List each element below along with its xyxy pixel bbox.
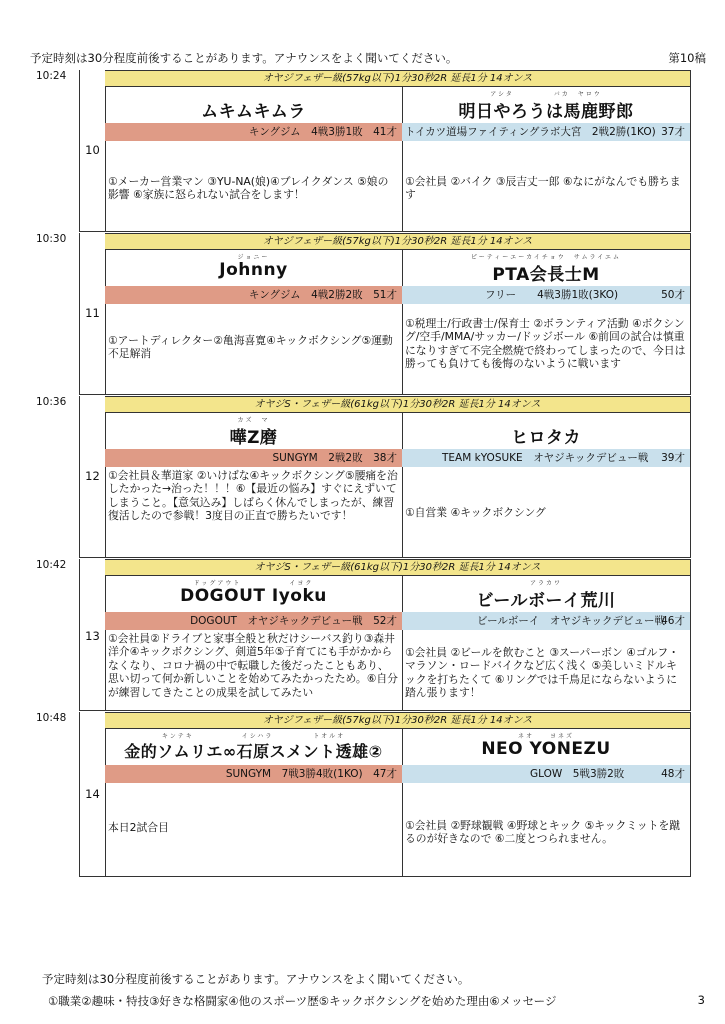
fighter-affiliation <box>105 612 402 630</box>
fighter-right <box>402 250 690 394</box>
fighter-age: 37才 <box>661 126 685 138</box>
bout-number-cell <box>80 233 106 394</box>
fighter-age: 41才 <box>373 126 397 138</box>
gym-name: ビールボーイ <box>477 615 540 627</box>
fighter-profile: ①会社員 ②バイク ③辰吉丈一郎 ⑥なにがなんでも勝ちます <box>405 175 681 202</box>
fight-record: 2戦2敗 <box>328 452 363 464</box>
fight-record: オヤジキックデビュー戦 <box>549 615 666 627</box>
bout-number-cell <box>80 396 106 557</box>
fighter-right <box>402 87 690 231</box>
bout-time: 10:48 <box>36 712 67 724</box>
weight-class: オヤジフェザー級(57kg以下)1分30秒2R 延長1分 14オンス <box>105 712 690 729</box>
gym-name: GLOW <box>530 768 563 780</box>
bout-number: 13 <box>85 629 100 643</box>
fighter-affiliation <box>105 765 402 783</box>
fighter-name: Johnny <box>219 260 288 280</box>
fight-record: オヤジキックデビュー戦 <box>533 452 649 464</box>
fighter-profile: ①メーカー営業マン ③YU-NA(娘)④ブレイクダンス ⑤娘の影響 ⑥家族に怒られない試合をします！ <box>108 175 389 202</box>
profile-legend: ①職業②趣味・特技③好きな格闘家④他のスポーツ歴⑤キックボクシングを始めた理由⑥メッセージ <box>48 994 557 1008</box>
fighter-age: 50才 <box>661 289 685 301</box>
fight-record: 7戦3勝4敗(1KO) <box>281 768 363 780</box>
gym-name: SUNGYM <box>225 768 272 780</box>
fighter-name: 明日やろうは馬鹿野郎 <box>458 102 634 122</box>
fighter-name: DOGOUT Iyoku <box>180 586 327 606</box>
fighter-name: ヒロタカ <box>511 428 581 448</box>
bout-card <box>79 396 691 558</box>
footer-note: 予定時刻は30分程度前後することがあります。アナウンスをよく聞いてください。 <box>42 972 470 986</box>
bout-time: 10:36 <box>36 396 67 408</box>
fight-record: オヤジキックデビュー戦 <box>247 615 363 627</box>
weight-class: オヤジフェザー級(57kg以下)1分30秒2R 延長1分 14オンス <box>105 70 690 87</box>
fight-record: 2戦2勝(1KO) <box>591 126 656 138</box>
fighter-profile: ①会社員 ②野球観戦 ④野球とキック ⑤キックミットを蹴るのが好きなので ⑥二度とつられません。 <box>405 819 681 846</box>
fight-record: 5戦3勝2敗 <box>572 768 625 780</box>
weight-class: オヤジS・フェザー級(61kg以下)1分30秒2R 延長1分 14オンス <box>105 396 690 413</box>
fighter-left <box>105 87 403 231</box>
fighter-age: 38才 <box>373 452 397 464</box>
fight-record: 4戦2勝2敗 <box>311 289 363 301</box>
bout-card <box>79 70 691 232</box>
fighter-left <box>105 250 403 394</box>
fighter-profile: ①会社員＆華道家 ②いけばな④キックボクシング⑤腰痛を治したかった→治った！！！⑥【最近の悩み】すぐにえずいてしまうこと。【意気込み】しばらく休んでしまったが、練習復活したので参戦！3度目の正直で勝ちたいです！ <box>108 469 398 523</box>
fighter-profile: ①税理士/行政書士/保育士 ②ボランティア活動 ④ボクシング/空手/MMA/サッカー/ドッジボール ⑥前回の試合は慎重になりすぎて不完全燃焼で終わってしまったので、今日は勝っても負けても後悔のないように戦います <box>405 317 686 371</box>
fighter-ruby: ネオ ヨネズ <box>517 733 574 740</box>
bout-number-cell <box>80 559 106 710</box>
fighter-ruby: カズ マ <box>237 417 270 424</box>
fighter-age: 47才 <box>373 768 397 780</box>
gym-name: TEAM kYOSUKE <box>442 452 523 464</box>
bout-card <box>79 712 691 877</box>
fighter-affiliation <box>402 123 690 141</box>
fighter-ruby: ジョニー <box>237 254 270 261</box>
gym-name: キングジム <box>248 289 301 301</box>
fighter-left <box>105 413 403 557</box>
bout-time: 10:30 <box>36 233 67 245</box>
fighter-left <box>105 576 403 710</box>
fighter-age: 46才 <box>661 615 685 627</box>
fighter-affiliation <box>402 612 690 630</box>
gym-name: DOGOUT <box>190 615 237 627</box>
fighter-right <box>402 413 690 557</box>
gym-name: トイカツ道場ファイティングラボ大宮 <box>405 126 582 138</box>
bout-number: 10 <box>85 143 100 157</box>
bout-card <box>79 559 691 711</box>
draft-version: 第10稿 <box>668 51 706 65</box>
fighter-name: PTA会長士M <box>492 265 600 285</box>
fighter-left <box>105 729 403 876</box>
fighter-age: 52才 <box>373 615 397 627</box>
page-number: 3 <box>697 993 705 1007</box>
fighter-affiliation <box>402 286 690 304</box>
bout-number-cell <box>80 712 106 876</box>
bout-number: 14 <box>85 787 100 801</box>
fight-record: 4戦3勝1敗(3KO) <box>537 289 619 301</box>
fighter-age: 48才 <box>661 768 685 780</box>
fighter-ruby: アラカワ <box>529 580 562 587</box>
fighter-name: 嘩Z磨 <box>229 428 278 448</box>
fighter-name: NEO YONEZU <box>481 739 611 759</box>
fighter-name: ビールボーイ荒川 <box>476 591 616 611</box>
fighter-right <box>402 576 690 710</box>
bout-number: 12 <box>85 469 100 483</box>
fighter-right <box>402 729 690 876</box>
fighter-ruby: ドッグアウト イヨク <box>193 580 314 587</box>
fighter-profile: ①自営業 ④キックボクシング <box>405 506 546 519</box>
fighter-affiliation <box>402 765 690 783</box>
fighter-profile: ①会社員②ドライブと家事全般と秋だけシーバス釣り③森井洋介④キックボクシング、剣道5年⑤子育てにも手がかからなくなり、コロナ禍の中で転職した後だったこともあり、思い切って何か新しいことを始めてみたかったため。⑥自分が練習してきたことの成果を試してみたい <box>108 632 398 699</box>
bout-number: 11 <box>85 306 100 320</box>
gym-name: フリー <box>485 289 517 301</box>
fighter-profile: 本日2試合目 <box>108 821 169 834</box>
fighter-profile: ①アートディレクター②亀海喜寛④キックボクシング⑤運動不足解消 <box>108 334 393 361</box>
fighter-age: 51才 <box>373 289 397 301</box>
fighter-ruby: アシタ バカ ヤロウ <box>490 91 602 98</box>
fighter-name: 金的ソムリエ∞石原スメント透雄② <box>124 742 383 761</box>
bout-time: 10:24 <box>36 70 67 82</box>
bout-number-cell <box>80 70 106 231</box>
bout-time: 10:42 <box>36 559 67 571</box>
gym-name: キングジム <box>248 126 301 138</box>
fight-record: 4戦3勝1敗 <box>311 126 363 138</box>
fighter-profile: ①会社員 ②ビールを飲むこと ③スーパーボン ④ゴルフ・マラソン・ロードバイクなど広く浅く ⑤美しいミドルキックを打ちたくて ⑥リングでは千鳥足にならないように踏ん張ります！ <box>405 646 680 700</box>
fighter-affiliation <box>105 286 402 304</box>
fighter-ruby: キンテキ イシハラ トオルオ <box>161 733 346 740</box>
fighter-affiliation <box>105 123 402 141</box>
weight-class: オヤジS・フェザー級(61kg以下)1分30秒2R 延長1分 14オンス <box>105 559 690 576</box>
fighter-ruby: ピーティーエーカイチョウ サムライエム <box>470 254 622 261</box>
bout-card <box>79 233 691 395</box>
fighter-age: 39才 <box>661 452 685 464</box>
weight-class: オヤジフェザー級(57kg以下)1分30秒2R 延長1分 14オンス <box>105 233 690 250</box>
gym-name: SUNGYM <box>272 452 318 464</box>
schedule-note: 予定時刻は30分程度前後することがあります。アナウンスをよく聞いてください。 <box>30 51 458 65</box>
fighter-affiliation <box>402 449 690 467</box>
fighter-name: ムキムキムラ <box>201 102 306 122</box>
fighter-affiliation <box>105 449 402 467</box>
